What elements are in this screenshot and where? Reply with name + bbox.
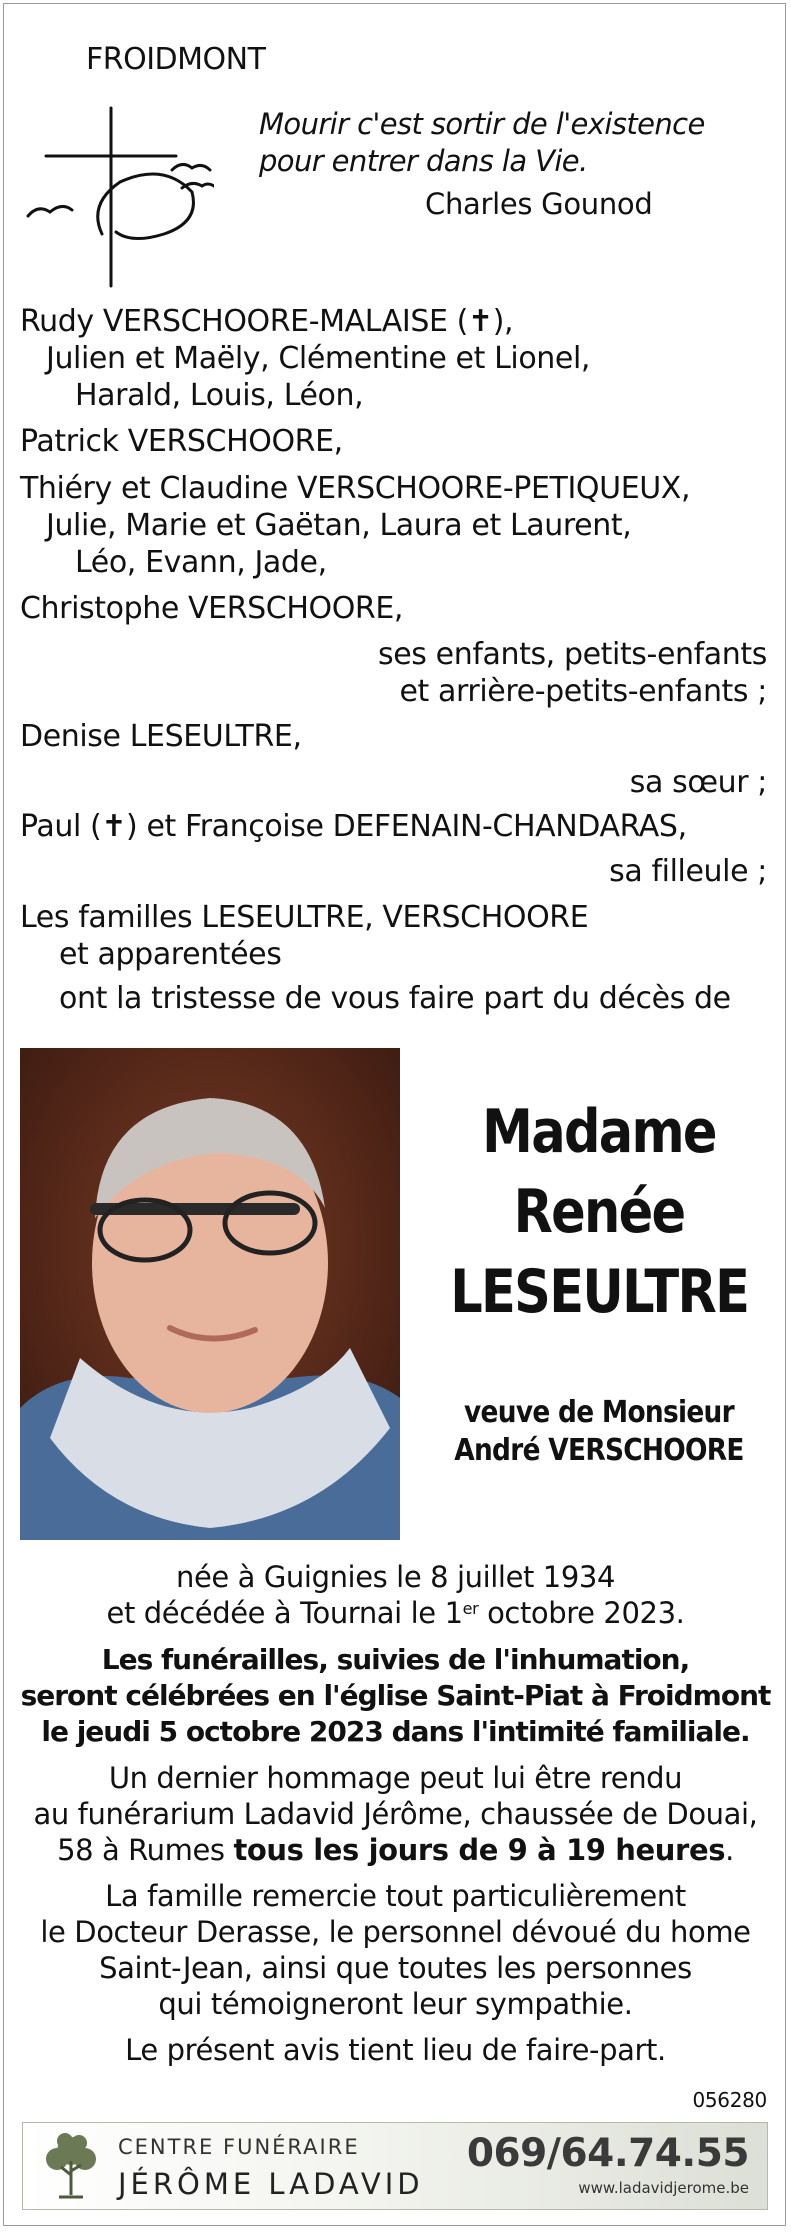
cross-with-birds-icon [24,104,214,289]
funeral-line: Les funérailles, suivies de l'inhumation, [101,1643,690,1676]
family-relation: et arrière-petits-enfants ; [399,674,767,709]
funeral-line: le jeudi 5 octobre 2023 dans l'intimité familiale. [41,1715,750,1748]
family-line: Thiéry et Claudine VERSCHOORE-PETIQUEUX, [20,471,691,506]
family-relation: sa filleule ; [609,854,767,889]
family-line: Léo, Evann, Jade, [75,545,327,580]
announcement-line: ont la tristesse de vous faire part du décès de [59,981,731,1016]
widow-line: veuve de Monsieur [464,1395,734,1430]
banner-label: CENTRE FUNÉRAIRE [118,2135,360,2159]
deceased-last-name: LESEULTRE [450,1257,749,1327]
obituary-notice [3,3,786,2226]
family-line: Les familles LESEULTRE, VERSCHOORE [20,900,589,935]
family-line: Julien et Maëly, Clémentine et Lionel, [46,341,591,376]
family-line: Julie, Marie et Gaëtan, Laura et Laurent, [46,508,632,543]
birth-line: née à Guignies le 8 juillet 1934 [175,1560,616,1594]
thanks-line: La famille remercie tout particulièrement [105,1879,686,1913]
family-line: Rudy VERSCHOORE-MALAISE (✝), [20,304,514,339]
family-line: Paul (✝) et Françoise DEFENAIN-CHANDARAS, [20,809,687,844]
banner-website: www.ladavidjerome.be [578,2179,749,2197]
notice-line: Le présent avis tient lieu de faire-part. [125,2033,666,2067]
portrait-photo [20,1048,400,1540]
thanks-line: Saint-Jean, ainsi que toutes les personnes [99,1951,692,1985]
family-line: Harald, Louis, Léon, [75,378,364,413]
funeral-home-banner [22,2122,768,2210]
deceased-first-name: Renée [513,1177,685,1247]
quote-author: Charles Gounod [425,187,653,221]
deceased-title: Madame [482,1097,716,1167]
quote-line: pour entrer dans la Vie. [259,144,588,178]
banner-name: JÉRÔME LADAVID [118,2167,424,2201]
family-relation: sa sœur ; [629,765,767,800]
thanks-line: qui témoigneront leur sympathie. [158,1987,633,2021]
widow-note [424,1394,774,1470]
reference-number: 056280 [692,2088,767,2112]
thanks-line: le Docteur Derasse, le personnel dévoué du home [40,1915,751,1949]
tribute-line: 58 à Rumes tous les jours de 9 à 19 heures. [57,1833,734,1867]
funeral-line: seront célébrées en l'église Saint-Piat à Froidmont [20,1679,771,1712]
widow-line: André VERSCHOORE [454,1433,744,1468]
deceased-name [424,1092,774,1332]
tribute-line: au funérarium Ladavid Jérôme, chaussée de Douai, [33,1797,758,1831]
family-line: Christophe VERSCHOORE, [20,591,404,626]
family-line: Denise LESEULTRE, [20,719,302,754]
family-line: Patrick VERSCHOORE, [20,424,343,459]
death-line: et décédée à Tournai le 1er octobre 2023. [106,1596,685,1630]
family-relation: ses enfants, petits-enfants [378,637,767,672]
quote-line: Mourir c'est sortir de l'existence [259,107,705,141]
banner-phone: 069/64.74.55 [466,2131,749,2176]
town-heading: FROIDMONT [86,42,266,77]
tree-icon [37,2131,105,2203]
family-line: et apparentées [59,937,282,972]
tribute-line: Un dernier hommage peut lui être rendu [108,1761,683,1795]
